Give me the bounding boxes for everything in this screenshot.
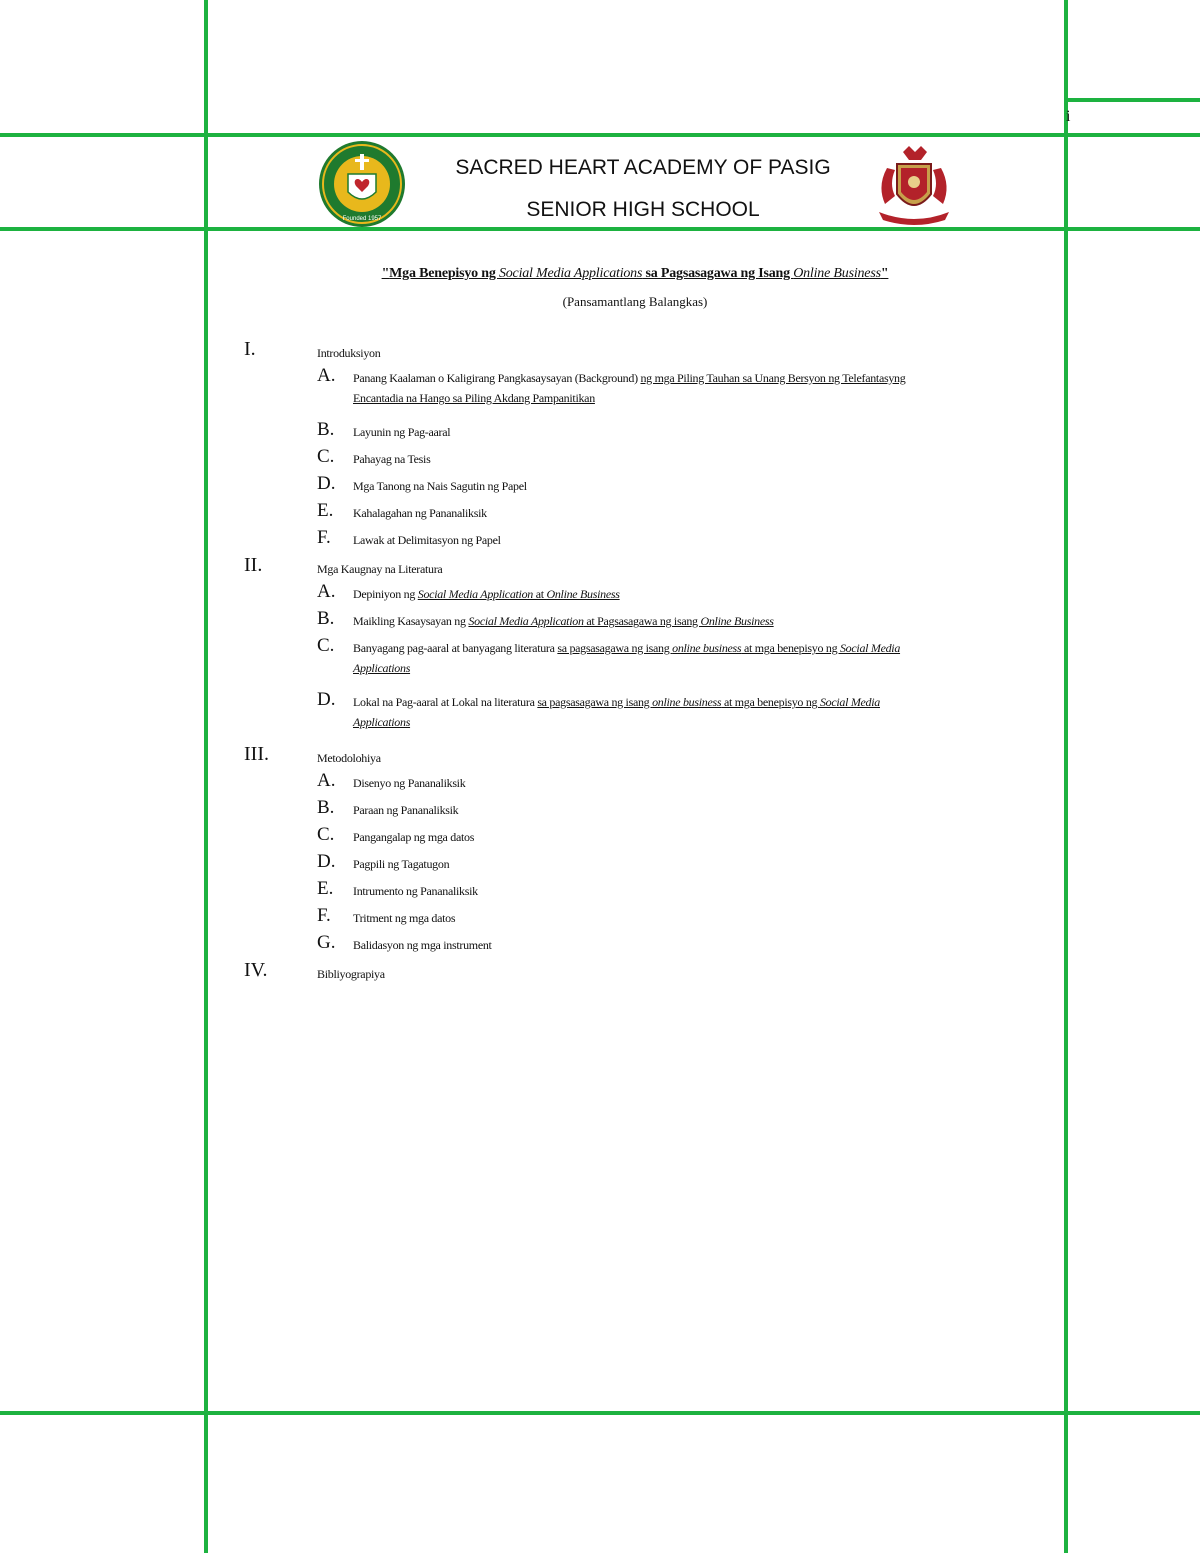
item-label: Mga Tanong na Nais Sagutin ng Papel: [353, 479, 527, 493]
item-label: Tritment ng mga datos: [353, 911, 456, 925]
item-letter: D.: [317, 851, 336, 872]
item-letter: C.: [317, 635, 335, 656]
document-subtitle: (Pansamantlang Balangkas): [562, 294, 708, 309]
outline-item: [244, 689, 1059, 743]
outline-item: [244, 581, 1059, 608]
item-letter: D.: [317, 689, 336, 710]
item-letter: A.: [317, 581, 336, 602]
guide-line-top-right: [1066, 98, 1200, 102]
section-label: Metodolohiya: [317, 751, 381, 765]
coat-of-arms-icon: [873, 146, 955, 228]
item-label: Banyagang pag-aaral at banyagang literatura sa pagsasagawa ng isang online business at mga benepisyo ng Social Media Applications: [353, 641, 901, 675]
outline-item: [244, 932, 1059, 959]
item-letter: B.: [317, 797, 335, 818]
school-name: SACRED HEART ACADEMY OF PASIG: [455, 156, 831, 179]
outline-item: [244, 851, 1059, 878]
guide-line-header-top: [0, 133, 1200, 137]
item-label: Maikling Kasaysayan ng Social Media Application at Pagsasagawa ng isang Online Business: [353, 614, 774, 628]
item-label: Lawak at Delimitasyon ng Papel: [353, 533, 501, 547]
outline-item: [244, 905, 1059, 932]
item-letter: F.: [317, 527, 331, 548]
guide-line-left: [204, 0, 208, 1553]
outline-item: [244, 473, 1059, 500]
item-letter: C.: [317, 446, 335, 467]
outline-section: [244, 959, 1059, 986]
section-number: I.: [244, 338, 256, 360]
section-label: Introduksiyon: [317, 346, 381, 360]
document-title: "Mga Benepisyo ng Social Media Applications sa Pagsasagawa ng Isang Online Business": [381, 266, 889, 281]
item-label: Lokal na Pag-aaral at Lokal na literatura sa pagsasagawa ng isang online business at mga benepisyo ng Social Media Applications: [353, 695, 880, 729]
guide-line-right: [1064, 0, 1071, 1553]
item-letter: C.: [317, 824, 335, 845]
section-number: III.: [244, 743, 269, 765]
outline-item: [244, 446, 1059, 473]
outline-item: [244, 797, 1059, 824]
school-header: [318, 140, 968, 228]
outline-item: [244, 608, 1059, 635]
item-letter: E.: [317, 878, 334, 899]
svg-text:Founded 1957: Founded 1957: [342, 216, 382, 222]
item-letter: D.: [317, 473, 336, 494]
section-label: Mga Kaugnay na Literatura: [317, 562, 443, 576]
section-number: IV.: [244, 959, 268, 981]
section-number: II.: [244, 554, 263, 576]
item-label: Disenyo ng Pananaliksik: [353, 776, 466, 790]
item-label: Pahayag na Tesis: [353, 452, 431, 466]
guide-line-footer: [0, 1411, 1200, 1415]
item-letter: A.: [317, 365, 336, 386]
item-letter: B.: [317, 419, 335, 440]
outline-section: [244, 743, 1059, 770]
item-letter: E.: [317, 500, 334, 521]
item-label: Panang Kaalaman o Kaligirang Pangkasaysayan (Background) ng mga Piling Tauhan sa Unang Bersyon ng Telefantasyng Encantadia na Hango sa Piling Akdang Pampanitikan: [353, 371, 906, 405]
item-label: Balidasyon ng mga instrument: [353, 938, 492, 952]
item-letter: F.: [317, 905, 331, 926]
outline-item: [244, 635, 1059, 689]
outline-item: [244, 824, 1059, 851]
outline-item: [244, 878, 1059, 905]
outline-item: [244, 365, 1059, 419]
item-letter: A.: [317, 770, 336, 791]
item-label: Depiniyon ng Social Media Application at Online Business: [353, 587, 620, 601]
item-label: Pagpili ng Tagatugon: [353, 857, 450, 871]
item-label: Layunin ng Pag-aaral: [353, 425, 451, 439]
outline-section: [244, 338, 1059, 365]
page-number: i: [1066, 108, 1071, 125]
outline-item: [244, 500, 1059, 527]
item-letter: G.: [317, 932, 336, 953]
school-division: SENIOR HIGH SCHOOL: [526, 198, 760, 221]
item-label: Paraan ng Pananaliksik: [353, 803, 459, 817]
item-label: Pangangalap ng mga datos: [353, 830, 475, 844]
item-label: Intrumento ng Pananaliksik: [353, 884, 478, 898]
school-seal-icon: [318, 140, 406, 228]
outline: [244, 338, 1059, 986]
outline-item: [244, 527, 1059, 554]
outline-item: [244, 770, 1059, 797]
item-letter: B.: [317, 608, 335, 629]
outline-item: [244, 419, 1059, 446]
section-label: Bibliyograpiya: [317, 967, 385, 981]
outline-section: [244, 554, 1059, 581]
item-label: Kahalagahan ng Pananaliksik: [353, 506, 487, 520]
